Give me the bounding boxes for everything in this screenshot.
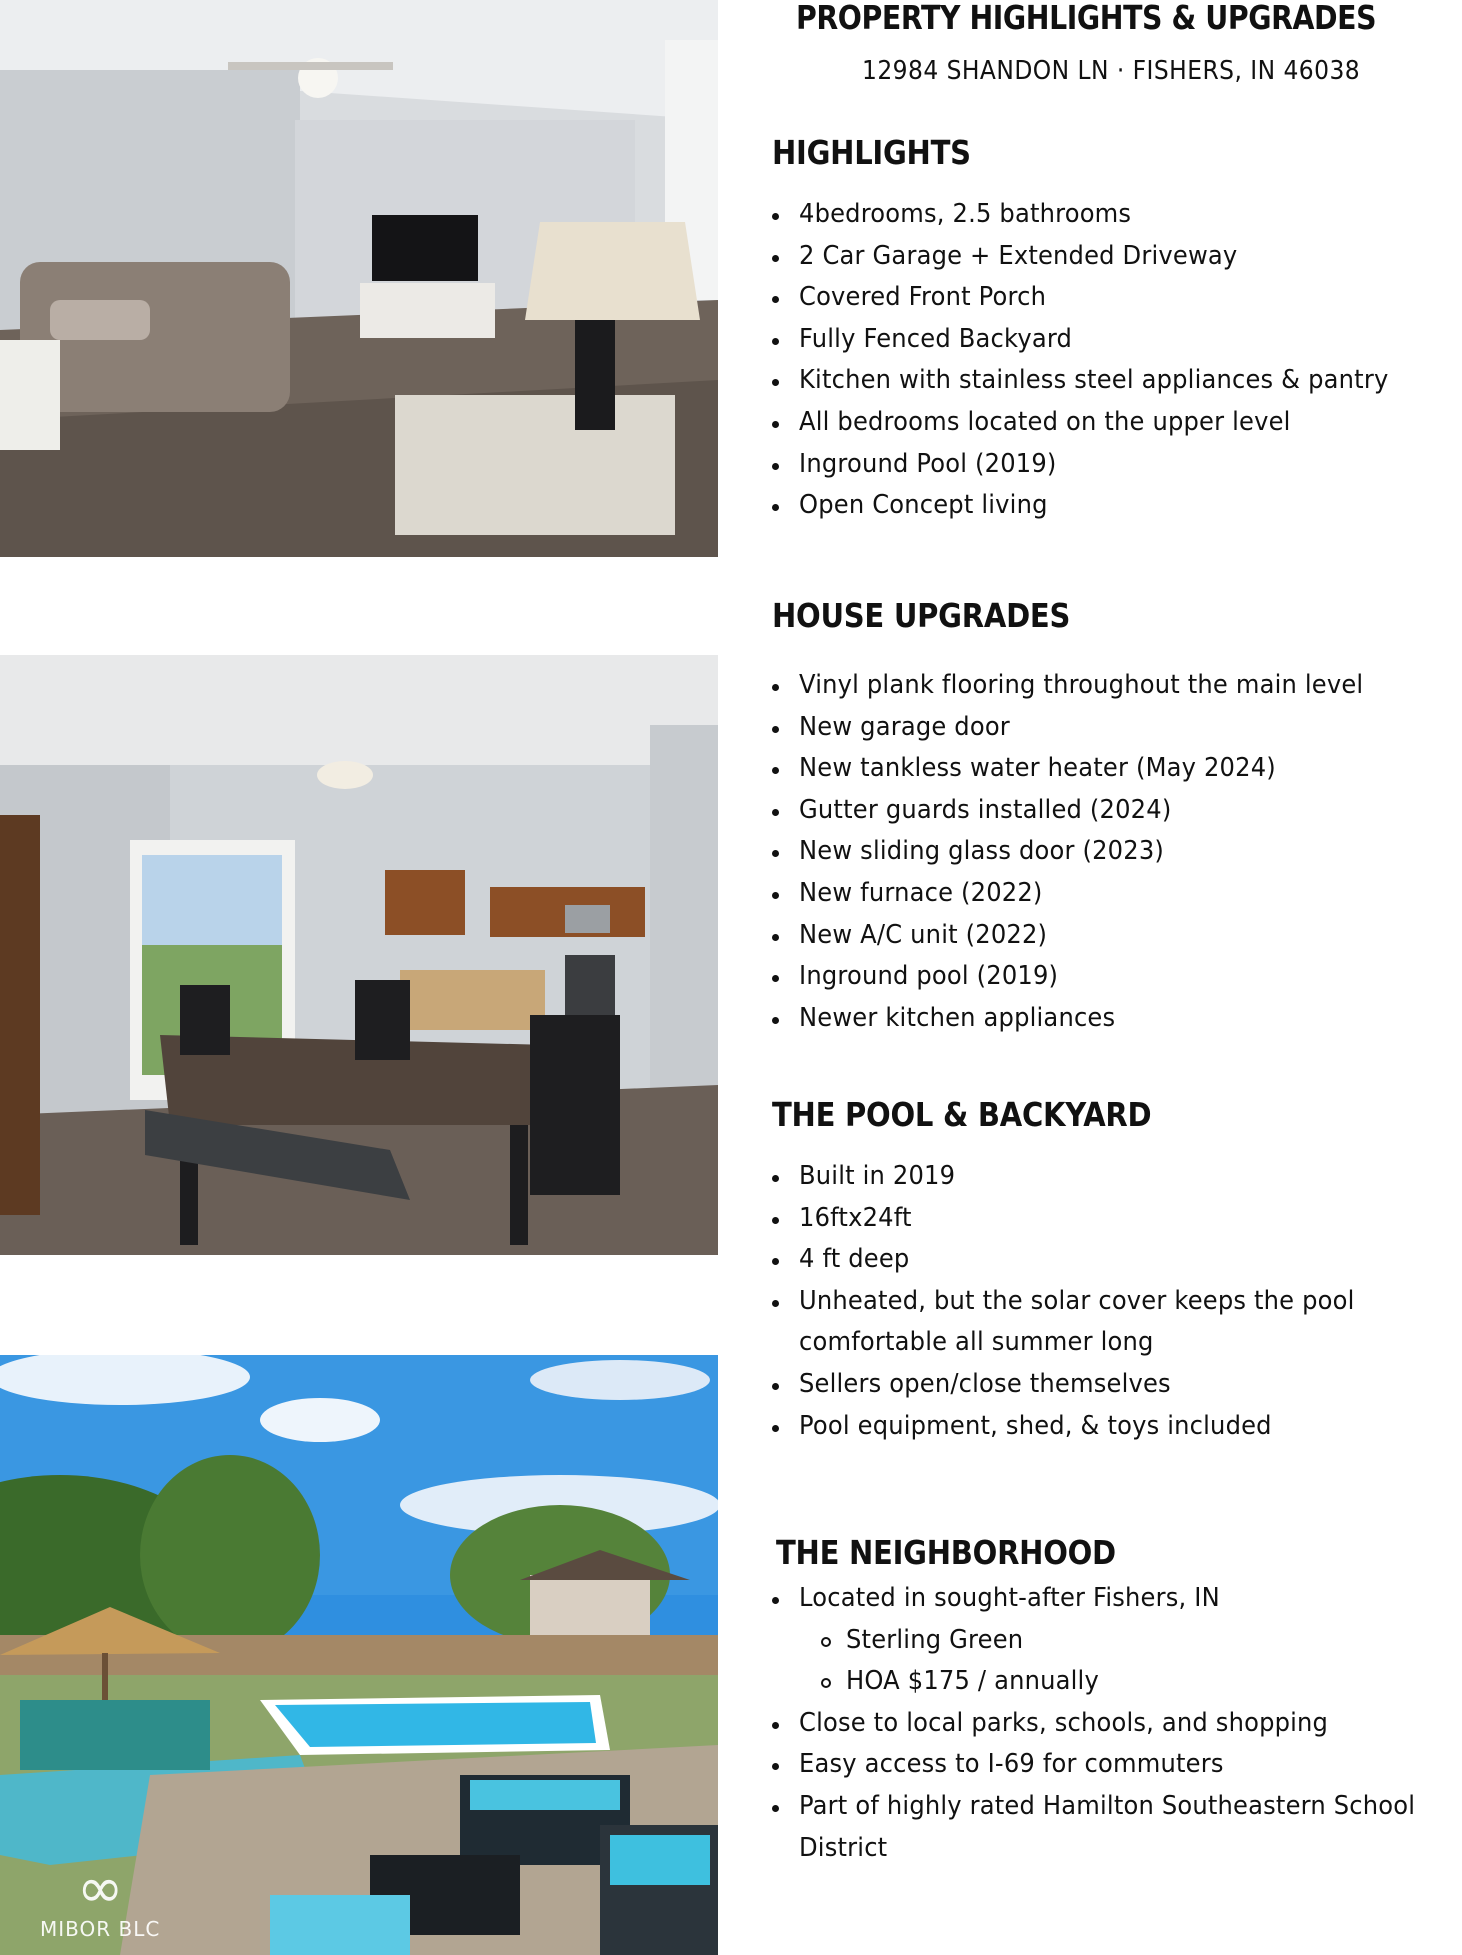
sub-list-item: Sterling Green xyxy=(772,1620,1462,1662)
list-item: All bedrooms located on the upper level xyxy=(772,402,1462,444)
list-item: New sliding glass door (2023) xyxy=(772,831,1462,873)
pool-backyard-list xyxy=(772,1156,1462,1447)
list-item: Located in sought-after Fishers, IN xyxy=(772,1578,1462,1620)
highlights-section xyxy=(772,133,1462,527)
sub-list-item: HOA $175 / annually xyxy=(772,1661,1462,1703)
infinity-logo-icon: ∞ xyxy=(76,1856,124,1921)
list-item: New tankless water heater (May 2024) xyxy=(772,748,1462,790)
list-item: Open Concept living xyxy=(772,485,1462,527)
highlights-heading: HIGHLIGHTS xyxy=(772,133,971,172)
neighborhood-heading: THE NEIGHBORHOOD xyxy=(776,1533,1116,1572)
pool-backyard-section xyxy=(772,1095,1462,1447)
property-address: 12984 SHANDON LN · FISHERS, IN 46038 xyxy=(862,56,1361,86)
list-item: Part of highly rated Hamilton Southeastern School xyxy=(772,1786,1462,1828)
list-item: 4bedrooms, 2.5 bathrooms xyxy=(772,194,1462,236)
list-item: Built in 2019 xyxy=(772,1156,1462,1198)
list-item: Fully Fenced Backyard xyxy=(772,319,1462,361)
house-upgrades-list xyxy=(772,665,1462,1039)
list-item: Pool equipment, shed, & toys included xyxy=(772,1406,1462,1448)
list-item: Easy access to I-69 for commuters xyxy=(772,1744,1462,1786)
list-item: New furnace (2022) xyxy=(772,873,1462,915)
list-item: Covered Front Porch xyxy=(772,277,1462,319)
list-item: Close to local parks, schools, and shopping xyxy=(772,1703,1462,1745)
page-title: PROPERTY HIGHLIGHTS & UPGRADES xyxy=(796,0,1377,37)
list-item-continuation: District xyxy=(799,1832,888,1863)
list-item: 16ftx24ft xyxy=(772,1198,1462,1240)
living-room-photo xyxy=(0,0,718,557)
dining-kitchen-photo xyxy=(0,655,718,1255)
list-item: Newer kitchen appliances xyxy=(772,998,1462,1040)
list-item: New garage door xyxy=(772,707,1462,749)
mibor-watermark xyxy=(40,1856,161,1941)
list-item: Gutter guards installed (2024) xyxy=(772,790,1462,832)
house-upgrades-heading: HOUSE UPGRADES xyxy=(772,596,1071,635)
pool-backyard-heading: THE POOL & BACKYARD xyxy=(772,1095,1152,1134)
neighborhood-section xyxy=(772,1533,1462,1869)
list-item: 2 Car Garage + Extended Driveway xyxy=(772,236,1462,278)
list-item: Inground pool (2019) xyxy=(772,956,1462,998)
house-upgrades-section xyxy=(772,596,1462,1039)
list-item-continuation: comfortable all summer long xyxy=(799,1327,1154,1358)
list-item: Vinyl plank flooring throughout the main level xyxy=(772,665,1462,707)
neighborhood-list xyxy=(772,1578,1462,1869)
list-item: Unheated, but the solar cover keeps the pool xyxy=(772,1281,1462,1323)
list-item: Sellers open/close themselves xyxy=(772,1364,1462,1406)
list-item: Kitchen with stainless steel appliances & pantry xyxy=(772,360,1462,402)
list-item: Inground Pool (2019) xyxy=(772,444,1462,486)
watermark-text: MIBOR BLC xyxy=(40,1917,161,1941)
highlights-list xyxy=(772,194,1462,527)
list-item: 4 ft deep xyxy=(772,1239,1462,1281)
list-item: New A/C unit (2022) xyxy=(772,915,1462,957)
pool-backyard-photo xyxy=(0,1355,718,1955)
